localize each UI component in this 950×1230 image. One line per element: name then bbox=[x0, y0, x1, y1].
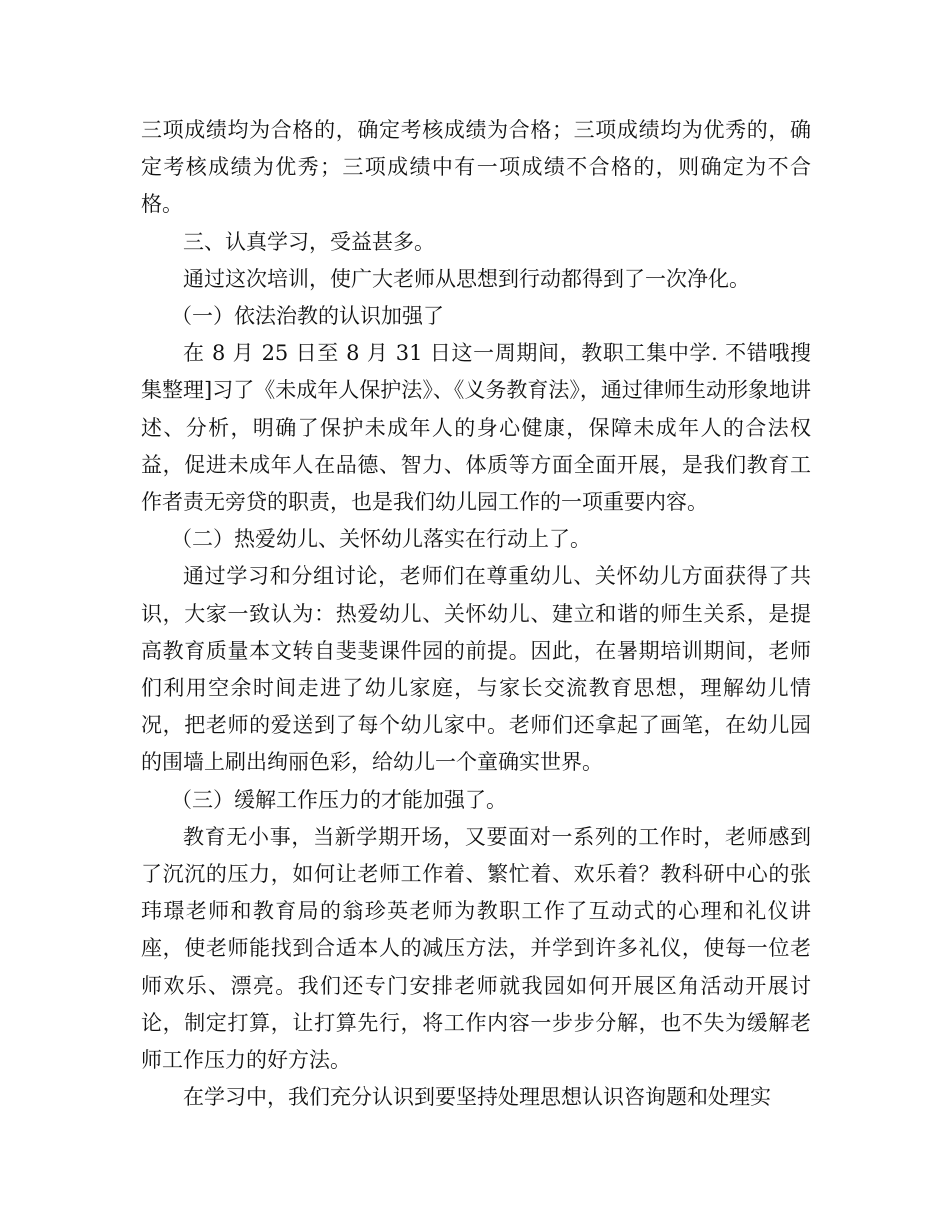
subheading-love-children: （二）热爱幼儿、关怀幼儿落实在行动上了。 bbox=[171, 527, 591, 552]
paragraph-training-intro: 通过这次培训，使广大老师从思想到行动都得到了一次净化。 bbox=[183, 266, 750, 291]
subheading-law: （一）依法治教的认识加强了 bbox=[171, 304, 444, 329]
document-page bbox=[141, 112, 811, 1116]
paragraph-learning-continuation: 在学习中，我们充分认识到要坚持处理思想认识咨询题和处理实 bbox=[183, 1085, 771, 1110]
paragraph-law-study: 在 8 月 25 日至 8 月 31 日这一周期间，教职工集中学. 不错哦搜集整理]习了《未成年人保护法》、《义务教育法》，通过律师生动形象地讲述、分析，明确了保护未成年人的身心健康，保障未成年人的合法权益，促进未成年人在品德、智力、体质等方面全面开展，是我们教育工作者责无旁贷的职责，也是我们幼儿园工作的一项重要内容。 bbox=[141, 341, 811, 515]
section-heading-three: 三、认真学习，受益甚多。 bbox=[183, 229, 435, 254]
paragraph-stress-relief: 教育无小事，当新学期开场，又要面对一系列的工作时，老师感到了沉沉的压力，如何让老师工作着、繁忙着、欢乐着？教科研中心的张玮璟老师和教育局的翁珍英老师为教职工作了互动式的心理和礼仪讲座，使老师能找到合适本人的减压方法，并学到许多礼仪，使每一位老师欢乐、漂亮。我们还专门安排老师就我园如何开展区角活动开展讨论，制定打算，让打算先行，将工作内容一步步分解，也不失为缓解老师工作压力的好方法。 bbox=[141, 824, 811, 1073]
subheading-stress-relief: （三）缓解工作压力的才能加强了。 bbox=[171, 787, 507, 812]
paragraph-love-children: 通过学习和分组讨论，老师们在尊重幼儿、关怀幼儿方面获得了共识，大家一致认为：热爱幼儿、关怀幼儿、建立和谐的师生关系，是提高教育质量本文转自斐斐课件园的前提。因此，在暑期培训期间，老师们利用空余时间走进了幼儿家庭，与家长交流教育思想，理解幼儿情况，把老师的爱送到了每个幼儿家中。老师们还拿起了画笔，在幼儿园的围墙上刷出绚丽色彩，给幼儿一个童确实世界。 bbox=[141, 564, 811, 775]
paragraph-assessment-criteria: 三项成绩均为合格的，确定考核成绩为合格；三项成绩均为优秀的，确定考核成绩为优秀；三项成绩中有一项成绩不合格的，则确定为不合格。 bbox=[141, 118, 811, 217]
